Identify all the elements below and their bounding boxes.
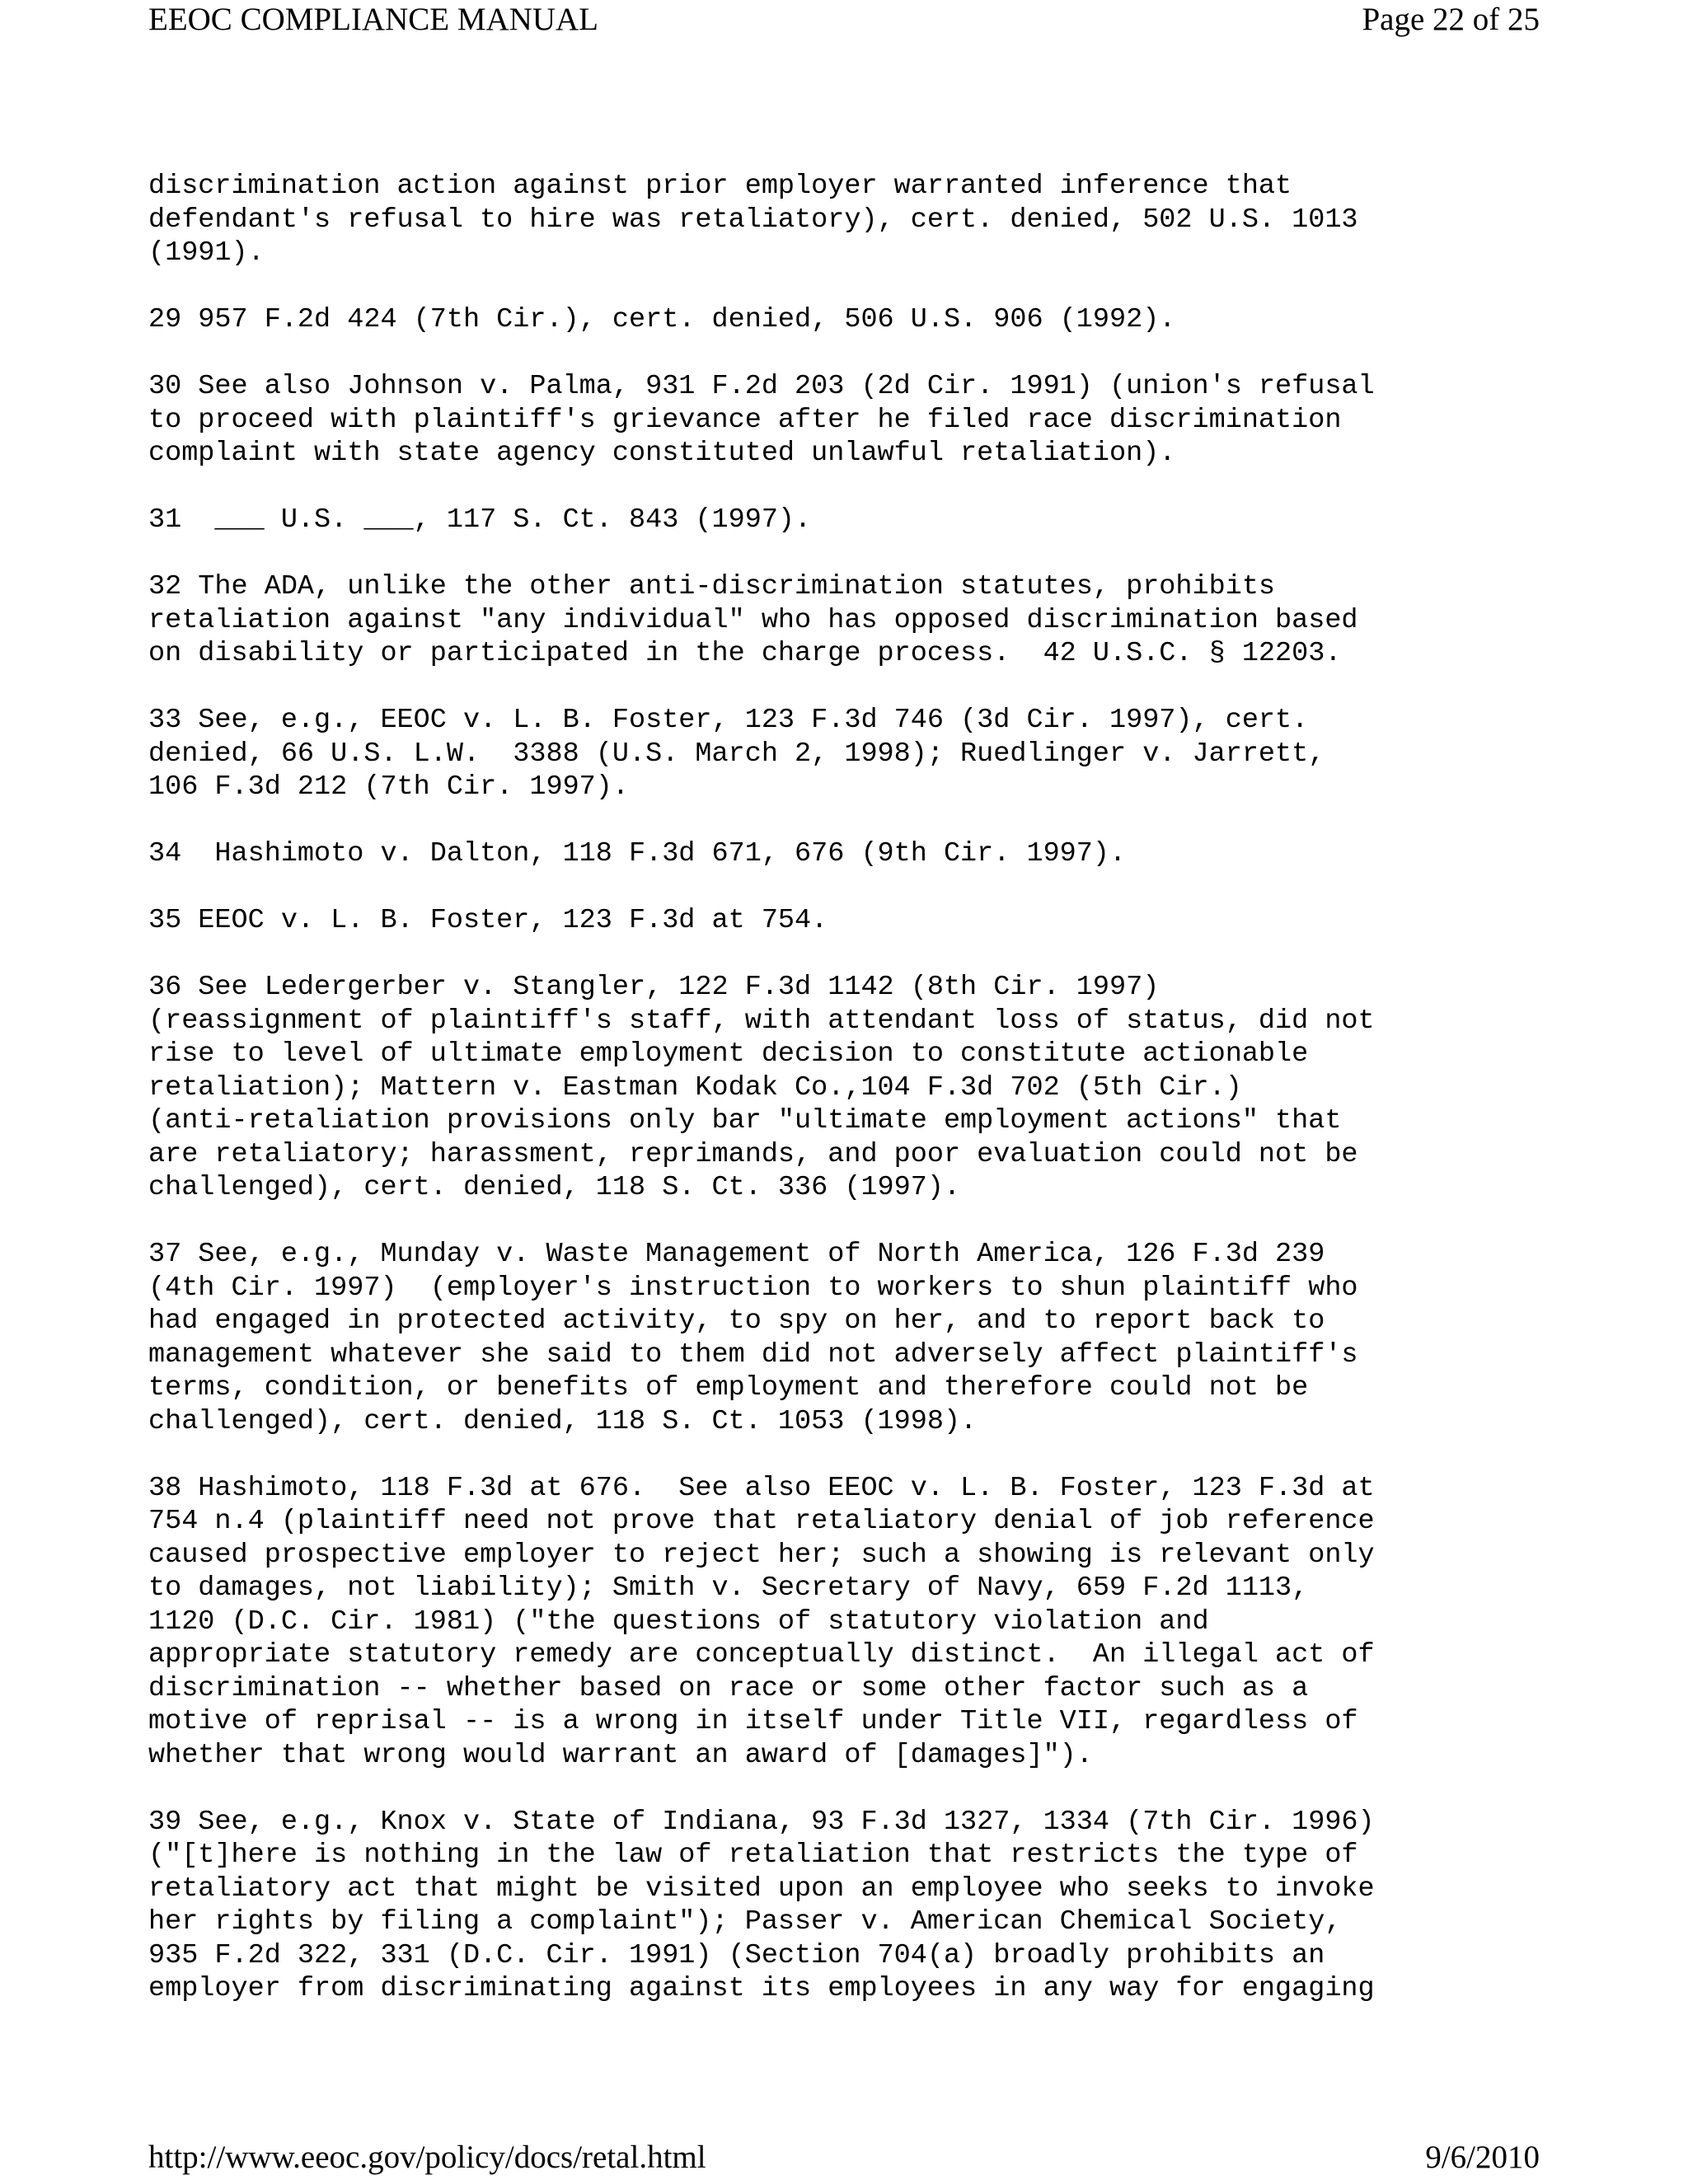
footnote-34: 34 Hashimoto v. Dalton, 118 F.3d 671, 676 (9th Cir. 1997).: [148, 838, 1127, 869]
footnote-continuation: discrimination action against prior employer warranted inference that defendant's refusal to hire was retaliatory), cert. denied, 502 U.S. 1013 (1991).: [148, 171, 1358, 269]
footnote-39: 39 See, e.g., Knox v. State of Indiana, 93 F.3d 1327, 1334 (7th Cir. 1996) ("[t]here is nothing in the law of retaliation that restricts the type of retaliatory act that might be visited upon an employee who seeks to invoke her rights by filing a complaint"); Passer v. American Chemical Society, 935 F.2d 322, 331 (D.C. Cir. 1991) (Section 704(a) broadly prohibits an employer from discriminating against its employees in any way for engaging: [148, 1806, 1375, 2004]
footnote-30: 30 See also Johnson v. Palma, 931 F.2d 203 (2d Cir. 1991) (union's refusal to proceed with plaintiff's grievance after he filed race discrimination complaint with state agency constituted unlawful retaliation).: [148, 371, 1375, 469]
footnotes-body: [148, 170, 1550, 2039]
footnote-36: 36 See Ledergerber v. Stangler, 122 F.3d 1142 (8th Cir. 1997) (reassignment of plaintiff's staff, with attendant loss of status, did not rise to level of ultimate employment decision to constitute actionable retaliation); Mattern v. Eastman Kodak Co.,104 F.3d 702 (5th Cir.) (anti-retaliation provisions only bar "ultimate employment actions" that are retaliatory; harassment, reprimands, and poor evaluation could not be challenged), cert. denied, 118 S. Ct. 336 (1997).: [148, 972, 1375, 1203]
print-date: 9/6/2010: [1425, 2139, 1540, 2175]
footnote-31: 31 ___ U.S. ___, 117 S. Ct. 843 (1997).: [148, 504, 812, 536]
footnote-29: 29 957 F.2d 424 (7th Cir.), cert. denied, 506 U.S. 906 (1992).: [148, 304, 1176, 335]
footnote-32: 32 The ADA, unlike the other anti-discrimination statutes, prohibits retaliation against "any individual" who has opposed discrimination based on disability or participated in the charge process. 42 U.S.C. § 12203.: [148, 571, 1358, 669]
footnote-37: 37 See, e.g., Munday v. Waste Management of North America, 126 F.3d 239 (4th Cir. 1997) (employer's instruction to workers to shun plaintiff who had engaged in protected activity, to spy on her, and to report back to management whatever she said to them did not adversely affect plaintiff's terms, condition, or benefits of employment and therefore could not be challenged), cert. denied, 118 S. Ct. 1053 (1998).: [148, 1239, 1358, 1437]
source-url: http://www.eeoc.gov/policy/docs/retal.html: [148, 2139, 706, 2175]
page-number: Page 22 of 25: [1362, 2, 1540, 37]
footnote-38: 38 Hashimoto, 118 F.3d at 676. See also EEOC v. L. B. Foster, 123 F.3d at 754 n.4 (plaintiff need not prove that retaliatory denial of job reference caused prospective employer to reject her; such a showing is relevant only to damages, not liability); Smith v. Secretary of Navy, 659 F.2d 1113, 1120 (D.C. Cir. 1981) ("the questions of statutory violation and appropriate statutory remedy are conceptually distinct. An illegal act of discrimination -- whether based on race or some other factor such as a motive of reprisal -- is a wrong in itself under Title VII, regardless of whether that wrong would warrant an award of [damages]").: [148, 1472, 1375, 1771]
footnote-33: 33 See, e.g., EEOC v. L. B. Foster, 123 F.3d 746 (3d Cir. 1997), cert. denied, 66 U.S. L.W. 3388 (U.S. March 2, 1998); Ruedlinger v. Jarrett, 106 F.3d 212 (7th Cir. 1997).: [148, 705, 1325, 803]
document-title: EEOC COMPLIANCE MANUAL: [148, 2, 598, 37]
footnote-35: 35 EEOC v. L. B. Foster, 123 F.3d at 754.: [148, 905, 828, 936]
